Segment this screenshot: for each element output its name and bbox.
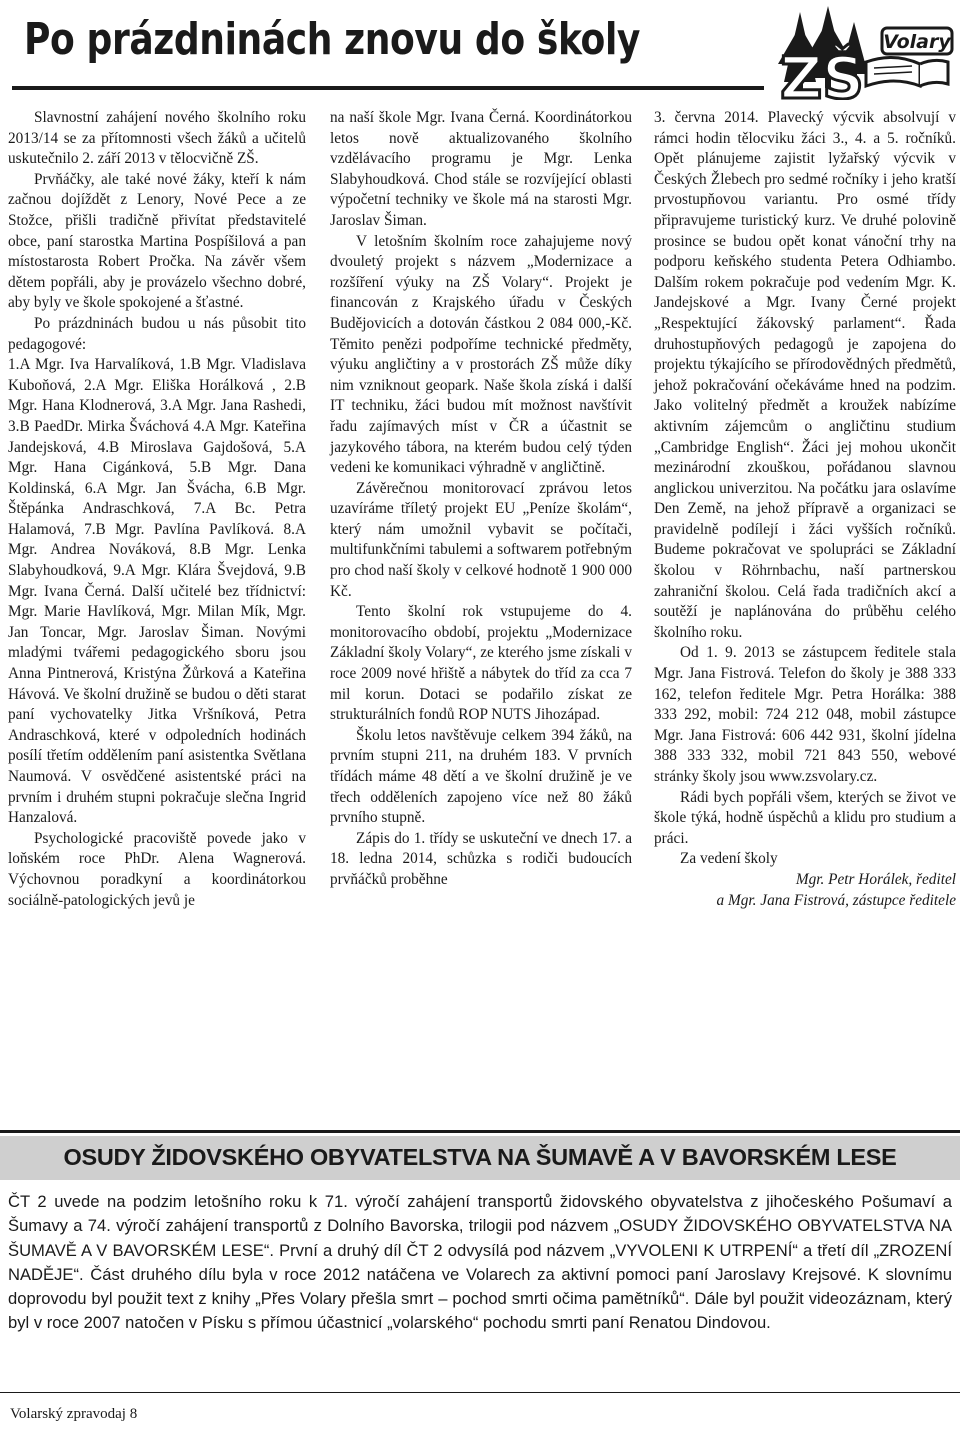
teacher-list: 1.A Mgr. Iva Harvalíková, 1.B Mgr. Vladislava Kuboňová, 2.A Mgr. Eliška Horálková , 2.B Mgr. Hana Klodnerová, 3.A Mgr. Jana Rashedi, 3.B PaedDr. Mirka Šváchová 4.A Mgr. Kateřina Jandejsková, 4.B Miroslava Gajdošová, 5.A Mgr. Hana Cigánková, 5.B Mgr. Dana Koldinská, 6.A Mgr. Jan Švácha, 6.B Mgr. Štěpánka Andraschková, 7.A Bc. Petra Halamová, 7.B Mgr. Pavlína Pavlíková. 8.A Mgr. Andrea Nováková, 8.B Mgr. Lenka Slabyhoudková, 9.A Mgr. Klára Švejdová, 9.B Mgr. Ivana Černá. Další učitelé bez třídnictví: Mgr. Marie Havlíková, Mgr. Milan Mík, Mgr. Jan Toncar, Mgr. Jaroslav Šiman. Novými mladými tvářemi pedagogického sboru jsou Anna Pintnerová, Kristýna Žůrková a Kateřina Hávová. Ve školní družině se budou o děti starat paní vychovatelky Jitka Vršníková, Petra Andraschková, které v odpoledních hodinách posílí třetím oddělením paní asistentka Světlana Naumová. V osvědčené asistentské práci na prvním i druhém stupni pokračuje slečna Ingrid Hanzalová. bbox=[8, 356, 306, 827]
signature-deputy: a Mgr. Jana Fistrová, zástupce ředitele bbox=[716, 891, 956, 909]
article-paragraph: Rádi bych popřáli všem, kterých se život ve škole týká, hodně úspěchů a klidu pro studium a práci. bbox=[654, 788, 956, 847]
page-footer: Volarský zpravodaj 8 bbox=[10, 1406, 138, 1422]
school-logo bbox=[770, 4, 956, 100]
article-paragraph: Od 1. 9. 2013 se zástupcem ředitele stala Mgr. Jana Fistrová. Telefon do školy je 388 333 162, telefon ředitele Mgr. Petra Horálka: 388 333 292, mobil: 724 212 048, mobil zástupce Mgr. Jana Fistrová: 606 442 931, školní jídelna 388 333 332, mobil 721 843 550, webové stránky školy jsou www.zsvolary.cz. bbox=[654, 644, 956, 785]
article-paragraph: Závěrečnou monitorovací zprávou letos uzavíráme tříletý projekt EU „Peníze školám“, který nám umožnil vybavit se počítači, multifunkčními tabulemi a softwarem potřebným pro chod naší školy v celkové hodnotě 1 900 000 Kč. bbox=[330, 479, 632, 600]
article-paragraph: Zápis do 1. třídy se uskuteční ve dnech 17. a 18. ledna 2014, schůzka s rodiči budoucích prvňáčků proběhne bbox=[330, 829, 632, 888]
closing-line: Za vedení školy bbox=[680, 850, 778, 868]
signature-director: Mgr. Petr Horálek, ředitel bbox=[795, 870, 956, 888]
article-paragraph: Prvňáčky, ale také nové žáky, kteří k nám začnou dojíždět z Lenory, Nové Pece a ze Stožce, přišli tradičně přivítat představitelé obce, paní starostka Martina Pospíšilová a pan místostarosta Robert Pročka. Na závěr všem dětem popřáli, aby je provázelo všechno dobré, aby byly ve škole spokojené a šťastné. bbox=[8, 170, 306, 312]
article-paragraph: V letošním školním roce zahajujeme nový dvouletý projekt s názvem „Modernizace a rozšíření výuky na ZŠ Volary“. Projekt je financován z Krajského úřadu v Českých Budějovicích a dotován částkou 2 084 000,-Kč. Těmito penězi podpoříme technické předměty, výuku angličtiny a v prostorách ZŠ může díky nim vzniknout geopark. Naše škola získá i další IT techniku, žáci budou mít možnost navštívit řadu zajímavých míst v ČR a účastnit se jazykového tábora, na kterém budou celý týden vedeni ke komunikaci výhradně v angličtině. bbox=[330, 232, 632, 477]
article-column-3 bbox=[654, 108, 956, 911]
article-paragraph: Tento školní rok vstupujeme do 4. monitorovacího období, projektu „Modernizace Základní školy Volary“, ze kterého jsme získali v roce 2009 nové hřiště a nábytek do tříd za cca 7 mil korun. Dotaci se podařilo získat ze strukturálních fondů ROP NUTS Jihozápad. bbox=[330, 603, 632, 724]
masthead bbox=[0, 0, 960, 100]
footer-rule bbox=[0, 1392, 960, 1393]
article-paragraph: Školu letos navštěvuje celkem 394 žáků, na prvním stupni 211, na druhém 183. V prvních třídách máme 48 dětí a ve školní družině je ve třech odděleních zapojeno více než 80 žáků prvního stupně. bbox=[330, 726, 632, 827]
article-paragraph: Po prázdninách budou u nás působit tito pedagogové: bbox=[8, 314, 306, 353]
page-title: Po prázdninách znovu do školy bbox=[24, 14, 641, 65]
article-paragraph: 3. června 2014. Plavecký výcvik absolvují v rámci hodin tělocviku žáci 3., 4. a 5. ročníků. Opět plánujeme zajistit lyžařský výcvik v Českých Žlebech pro sedmé ročníky i jeho kratší prvostupňovou variantu. Pro osmé třídy připravujeme turistický kurz. Ve druhé polovině prosince se budou opět konat vánoční trhy na podporu keňského studenta Petera Odhiambo. Dalším rokem pokračuje pod vedením Mgr. K. Jandejskové a Mgr. Ivany Černé projekt „Respektující žákovský parlament“. Řada druhostupňových pedagogů je zapojena do projektu týkajícího se přírodovědných předmětů, jehož pokračování očekáváme hned na podzim. Jako volitelný předmět a kroužek nabízíme aktivním zájemcům o angličtinu studium „Cambridge English“. Žáci jej mohou ukončit mezinárodní zkouškou, pořádanou slavnou anglickou univerzitou. Na počátku jara oslavíme Den Země, na jehož přípravě a organizaci se pravidelně podílejí i žáci vyšších ročníků. Budeme pokračovat ve spolupráci se Základní školou v Röhrnbachu, naší partnerskou zahraniční školou. Celá řada tradičních akcí a soutěží je naplánována do průběhu celého školního roku. bbox=[654, 109, 956, 641]
open-book-icon bbox=[866, 57, 948, 86]
article-paragraph: na naší škole Mgr. Ivana Černá. Koordinátorkou letos nově aktualizovaného školního vzdělávacího programu je Mgr. Lenka Slabyhoudková. Chod stále se rozvíjející oblasti výpočetní techniky ve škole má na starosti Mgr. Jaroslav Šiman. bbox=[330, 109, 632, 229]
section-body: ČT 2 uvede na podzim letošního roku k 71. výročí zahájení transportů židovského obyvatelstva z jihočeského Pošumaví a Šumavy a 74. výročí zahájení transportů z Dolního Bavorska, trilogii pod názvem „OSUDY ŽIDOVSKÉHO OBYVATELSTVA NA ŠUMAVĚ A V BAVORSKÉM LESE“. První a druhý díl ČT 2 odvysílá pod názvem „VYVOLENI K UTRPENÍ“ a třetí díl „ZROZENÍ NADĚJE“. Část druhého dílu byla v roce 2012 natáčena ve Volarech za aktivní pomoci paní Jaroslavy Krejsové. K slovnímu doprovodu byl použit text z knihy „Přes Volary přešla smrt – pochod smrti očima pamětníků“. Dále byl použit videozáznam, který byl v roce 2007 natočen v Písku s přímou účastnicí „volarského“ pochodu smrti paní Renatou Dindovou. bbox=[8, 1192, 952, 1333]
jewish-history-section bbox=[0, 1136, 960, 1382]
section-divider bbox=[0, 1130, 960, 1133]
logo-sub-text: Volary bbox=[883, 31, 951, 53]
article-paragraph: Psychologické pracoviště povede jako v loňském roce PhDr. Alena Wagnerová. Výchovnou poradkyní a koordinátorkou sociálně-patologických jevů je bbox=[8, 829, 306, 909]
title-rule bbox=[12, 86, 764, 90]
article-paragraph: Slavnostní zahájení nového školního roku 2013/14 se za přítomnosti všech žáků a učitelů uskutečnilo 2. září 2013 v tělocvičně ZŠ. bbox=[8, 109, 306, 168]
logo-text: ZŠ bbox=[780, 44, 864, 100]
article-column-1 bbox=[8, 108, 306, 911]
article-column-2 bbox=[330, 108, 632, 891]
section-title: OSUDY ŽIDOVSKÉHO OBYVATELSTVA NA ŠUMAVĚ A V BAVORSKÉM LESE bbox=[63, 1144, 897, 1170]
section-header-band bbox=[0, 1136, 960, 1180]
